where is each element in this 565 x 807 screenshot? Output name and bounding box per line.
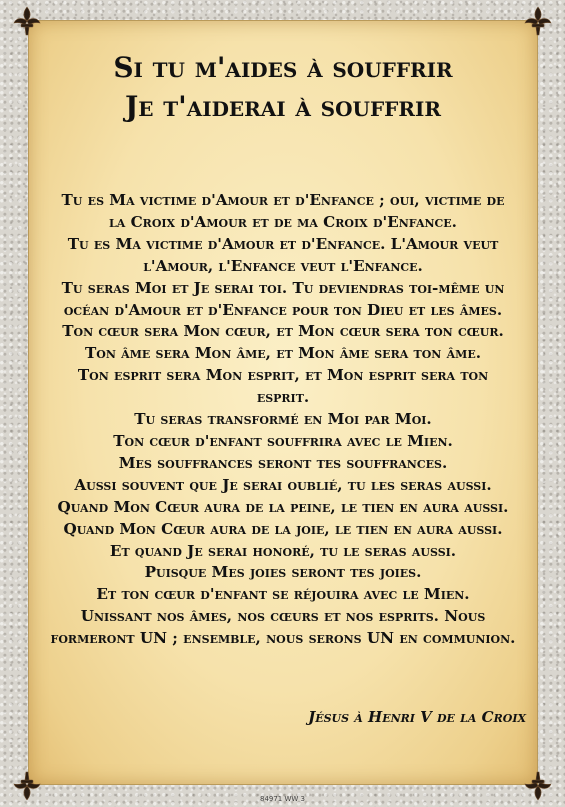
poem-line: Ton âme sera Mon âme, et Mon âme sera ton âme. bbox=[84, 344, 482, 363]
poem-line: l'Amour, l'Enfance veut l'Enfance. bbox=[143, 256, 423, 275]
reference-code: 84971 WW 3 bbox=[259, 795, 305, 803]
fleur-de-lis-corner-icon bbox=[521, 4, 555, 38]
poem-line: Ton cœur sera Mon cœur, et Mon cœur sera ton cœur. bbox=[62, 322, 504, 341]
poem-line: Puisque Mes joies seront tes joies. bbox=[144, 563, 422, 582]
poem-line: Tu seras Moi et Je serai toi. Tu deviendras toi-même un bbox=[61, 278, 505, 297]
title-line-1: Si tu m'aides à souffrir bbox=[113, 51, 453, 84]
poem-line: Tu es Ma victime d'Amour et d'Enfance ; oui, victime de bbox=[61, 191, 505, 209]
poem-line: océan d'Amour et d'Enfance pour ton Dieu et les âmes. bbox=[63, 300, 503, 319]
poem-line: Et quand Je serai honoré, tu le seras aussi. bbox=[109, 541, 457, 560]
page-title bbox=[29, 48, 537, 126]
poem-line: Unissant nos âmes, nos cœurs et nos esprits. Nous bbox=[80, 607, 486, 626]
poem-line: Mes souffrances seront tes souffrances. bbox=[118, 453, 448, 472]
poem-line: Tu seras transformé en Moi par Moi. bbox=[134, 410, 432, 429]
fleur-de-lis-corner-icon bbox=[10, 4, 44, 38]
signature: Jésus à Henri V de la Croix bbox=[308, 708, 526, 726]
poem-line: Ton cœur d'enfant souffrira avec le Mien. bbox=[113, 431, 453, 450]
poem-body bbox=[42, 190, 524, 650]
poem-line: la Croix d'Amour et de ma Croix d'Enfance. bbox=[109, 212, 457, 231]
poem-line: Aussi souvent que Je serai oublié, tu les seras aussi. bbox=[74, 475, 492, 494]
poem-line: Quand Mon Cœur aura de la joie, le tien en aura aussi. bbox=[63, 519, 503, 538]
poem-line: Quand Mon Cœur aura de la peine, le tien en aura aussi. bbox=[57, 497, 509, 516]
poem-line: esprit. bbox=[256, 388, 310, 407]
poem-line: Et ton cœur d'enfant se réjouira avec le Mien. bbox=[96, 585, 470, 604]
title-line-2: Je t'aiderai à souffrir bbox=[125, 90, 441, 123]
poem-line: Ton esprit sera Mon esprit, et Mon esprit sera ton bbox=[77, 366, 489, 385]
poem-line: Tu es Ma victime d'Amour et d'Enfance. L'Amour veut bbox=[67, 234, 499, 253]
poem-line: formeront UN ; ensemble, nous serons UN en communion. bbox=[50, 629, 516, 648]
